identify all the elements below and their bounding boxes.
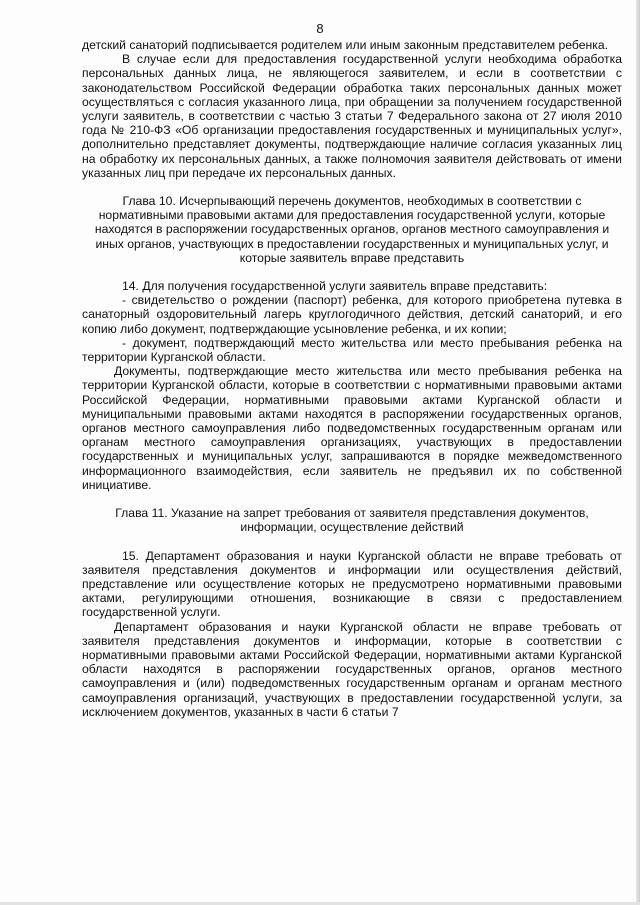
section-14-item-birth-certificate: - свидетельство о рождении (паспорт) ребенка, для которого приобретена путевка в санаторный оздоровительный лагерь круглогодичного действия, детский санаторий, и его копию либо документ, подтверждающие усыновление ребенка, и их копии; xyxy=(82,293,622,336)
scan-edge-right xyxy=(636,0,640,905)
section-15-paragraph-2: Департамент образования и науки Курганской области не вправе требовать от заявителя представления документов и информации, которые в соответствии с нормативными правовыми актами Российской Федерации, нормативными актами Курганской области находятся в распоряжении государственных органов, органов местного самоуправления и (или) подведомственных государственным органам и органам местного самоуправления организаций, участвующих в предоставлении государственной услуги, за исключением документов, указанных в части 6 статьи 7 xyxy=(82,619,622,719)
paragraph-personal-data: В случае если для предоставления государственной услуги необходима обработка персональных данных лица, не являющегося заявителем, и если в соответствии с законодательством Российской Федерации обработка таких персональных данных может осуществляться с согласия указанного лица, при обращении за получением государственной услуги заявитель, в соответствии с частью 3 статьи 7 Федерального закона от 27 июля 2010 года № 210-ФЗ «Об организации предоставления государственных и муниципальных услуг», дополнительно представляет документы, подтверждающие наличие согласия указанных лиц на обработку их персональных данных, а также полномочия заявителя действовать от имени указанных лиц при передаче их персональных данных. xyxy=(82,52,622,180)
section-14-item-residence: - документ, подтверждающий место жительства или место пребывания ребенка на территории Курганской области. xyxy=(82,335,622,365)
section-14-documents-paragraph: Документы, подтверждающие место жительства или место пребывания ребенка на территории Курганской области, которые в соответствии с нормативными правовыми актами Российской Федерации, нормативными правовыми актами Курганской области и муниципальными правовыми актами находятся в распоряжении государственных органов, органов местного самоуправления либо подведомственных государственным органам или органам местного самоуправления организациях, участвующих в предоставлении государственных и муниципальных услуг, запрашиваются в порядке межведомственного информационного взаимодействия, если заявитель не предъявил их по собственной инициативе. xyxy=(82,364,622,492)
section-14-intro: 14. Для получения государственной услуги заявитель вправе представить: xyxy=(122,279,548,294)
paragraph-continuation: детский санаторий подписывается родителем или иным законным представителем ребенка. xyxy=(82,38,609,52)
page-number: 8 xyxy=(316,21,324,36)
section-15-paragraph-1: 15. Департамент образования и науки Курганской области не вправе требовать от заявителя представления документов и информации или осуществления действий, представление или осуществление которых не предусмотрено нормативными правовыми актами, регулирующими отношения, возникающие в связи с предоставлением государственной услуги. xyxy=(82,548,622,620)
chapter-11-heading: Глава 11. Указание на запрет требования от заявителя представления документов, информации, осуществление действий xyxy=(115,506,589,535)
document-body xyxy=(82,38,622,719)
chapter-10-heading: Глава 10. Исчерпывающий перечень документов, необходимых в соответствии с нормативными правовыми актами для предоставления государственной услуги, которые находятся в распоряжении государственных органов, органов местного самоуправления и иных органов, участвующих в предоставлении государственных и муниципальных услуг, и которые заявитель вправе представить xyxy=(94,194,610,265)
